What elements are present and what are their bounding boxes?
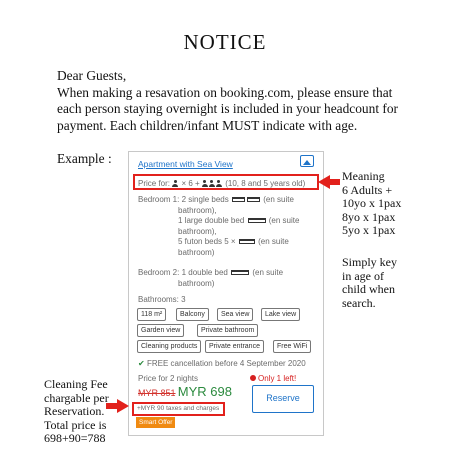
- free-cancellation-text: FREE cancellation before 4 September 2020: [146, 359, 306, 368]
- bath-desc: (en suite: [263, 195, 294, 204]
- notice-title: NOTICE: [183, 30, 267, 54]
- bath-desc: (en suite: [252, 268, 284, 277]
- alert-dot-icon: [250, 375, 256, 381]
- image-icon[interactable]: [300, 155, 314, 167]
- taxes: +MYR 90 taxes and charges: [137, 405, 220, 412]
- amenity-wifi: Free WiFi: [273, 340, 311, 353]
- bed-desc: 1 large double bed: [178, 216, 245, 225]
- old-price: MYR 851: [138, 388, 176, 398]
- note-line: Reservation.: [44, 404, 105, 419]
- adults-multiplier: × 6 +: [181, 179, 200, 188]
- new-price: MYR 698: [177, 384, 232, 399]
- intro-line-1: When making a resavation on booking.com, please ensure that: [57, 84, 393, 100]
- example-label: Example :: [57, 151, 112, 166]
- smart-offer-badge: Smart Offer: [136, 417, 175, 428]
- only-left: [250, 374, 296, 385]
- intro-line-3: payment. Each children/infant MUST indicate with age.: [57, 117, 358, 133]
- price-for-row: [138, 179, 305, 190]
- bedroom-2-label: Bedroom 2:: [138, 268, 180, 277]
- price-for-label: Price for:: [138, 179, 171, 188]
- bed-desc: 1 double bed: [181, 268, 228, 277]
- single-bed-icon: [232, 197, 245, 202]
- single-bed-icon: [247, 197, 260, 202]
- amenity-private-bathroom: Private bathroom: [197, 324, 258, 337]
- arrow-shaft: [330, 179, 340, 185]
- child-icon: [202, 180, 208, 187]
- amenity-cleaning: Cleaning products: [137, 340, 201, 353]
- reserve-button[interactable]: Reserve: [252, 385, 314, 413]
- note-line: in age of: [342, 268, 384, 283]
- futon-icon: [239, 239, 255, 244]
- bath-desc: bathroom),: [178, 226, 217, 236]
- bed-desc: 2 single beds: [181, 195, 229, 204]
- note-line: Total price is: [44, 417, 107, 432]
- bathrooms: Bathrooms: 3: [138, 295, 186, 304]
- note-line: chargable per: [44, 390, 109, 405]
- note-line: Simply key: [342, 255, 398, 269]
- bath-desc: (en suite: [258, 237, 289, 246]
- amenity-garden-view: Garden view: [137, 324, 184, 337]
- note-line: Meaning: [342, 169, 385, 183]
- amenity-private-entrance: Private entrance: [205, 340, 264, 353]
- check-icon: ✔: [138, 359, 145, 368]
- child-icon: [216, 180, 222, 187]
- key-in-age-note: [342, 256, 397, 310]
- booking-card: [128, 151, 324, 436]
- note-line: 10yo x 1pax: [342, 196, 402, 211]
- bath-desc: (en suite: [268, 216, 300, 225]
- greeting: Dear Guests,: [57, 68, 127, 83]
- note-line: Cleaning Fee: [44, 377, 108, 391]
- amenity-size: 118 m²: [137, 308, 166, 321]
- only-left-text: Only 1 left!: [258, 374, 297, 383]
- bedroom-2: [138, 268, 283, 289]
- note-line: search.: [342, 295, 376, 310]
- note-line: 6 Adults +: [342, 182, 393, 197]
- note-line: 5yo x 1pax: [342, 223, 396, 238]
- bedroom-1: [138, 195, 299, 258]
- right-arrow-icon: [117, 399, 129, 413]
- price-row: [138, 384, 232, 400]
- note-line: 698+90=788: [44, 431, 106, 446]
- meaning-note: [342, 170, 401, 238]
- bath-desc: bathroom): [178, 247, 215, 257]
- double-bed-icon: [231, 270, 249, 275]
- double-bed-icon: [248, 218, 266, 223]
- bed-desc: 5 futon beds 5 ×: [178, 237, 236, 246]
- bath-desc: bathroom),: [178, 205, 217, 215]
- intro-line-2: each person staying overnight is included in your headcount for: [57, 101, 398, 117]
- note-line: 8yo x 1pax: [342, 209, 396, 224]
- bedroom-1-label: Bedroom 1:: [138, 195, 180, 204]
- amenity-lake-view: Lake view: [261, 308, 300, 321]
- children-ages: (10, 8 and 5 years old): [225, 179, 306, 188]
- price-for-nights: Price for 2 nights: [138, 374, 199, 383]
- amenity-sea-view: Sea view: [217, 308, 253, 321]
- free-cancellation: [138, 359, 306, 370]
- note-line: child when: [342, 282, 395, 297]
- adult-icon: [172, 180, 178, 187]
- cleaning-fee-note: [44, 378, 109, 446]
- left-arrow-icon: [318, 175, 330, 189]
- intro-text: [57, 68, 432, 134]
- child-icon: [209, 180, 215, 187]
- apartment-link[interactable]: Apartment with Sea View: [138, 159, 233, 169]
- amenity-balcony: Balcony: [176, 308, 209, 321]
- bath-desc: bathroom): [178, 278, 215, 288]
